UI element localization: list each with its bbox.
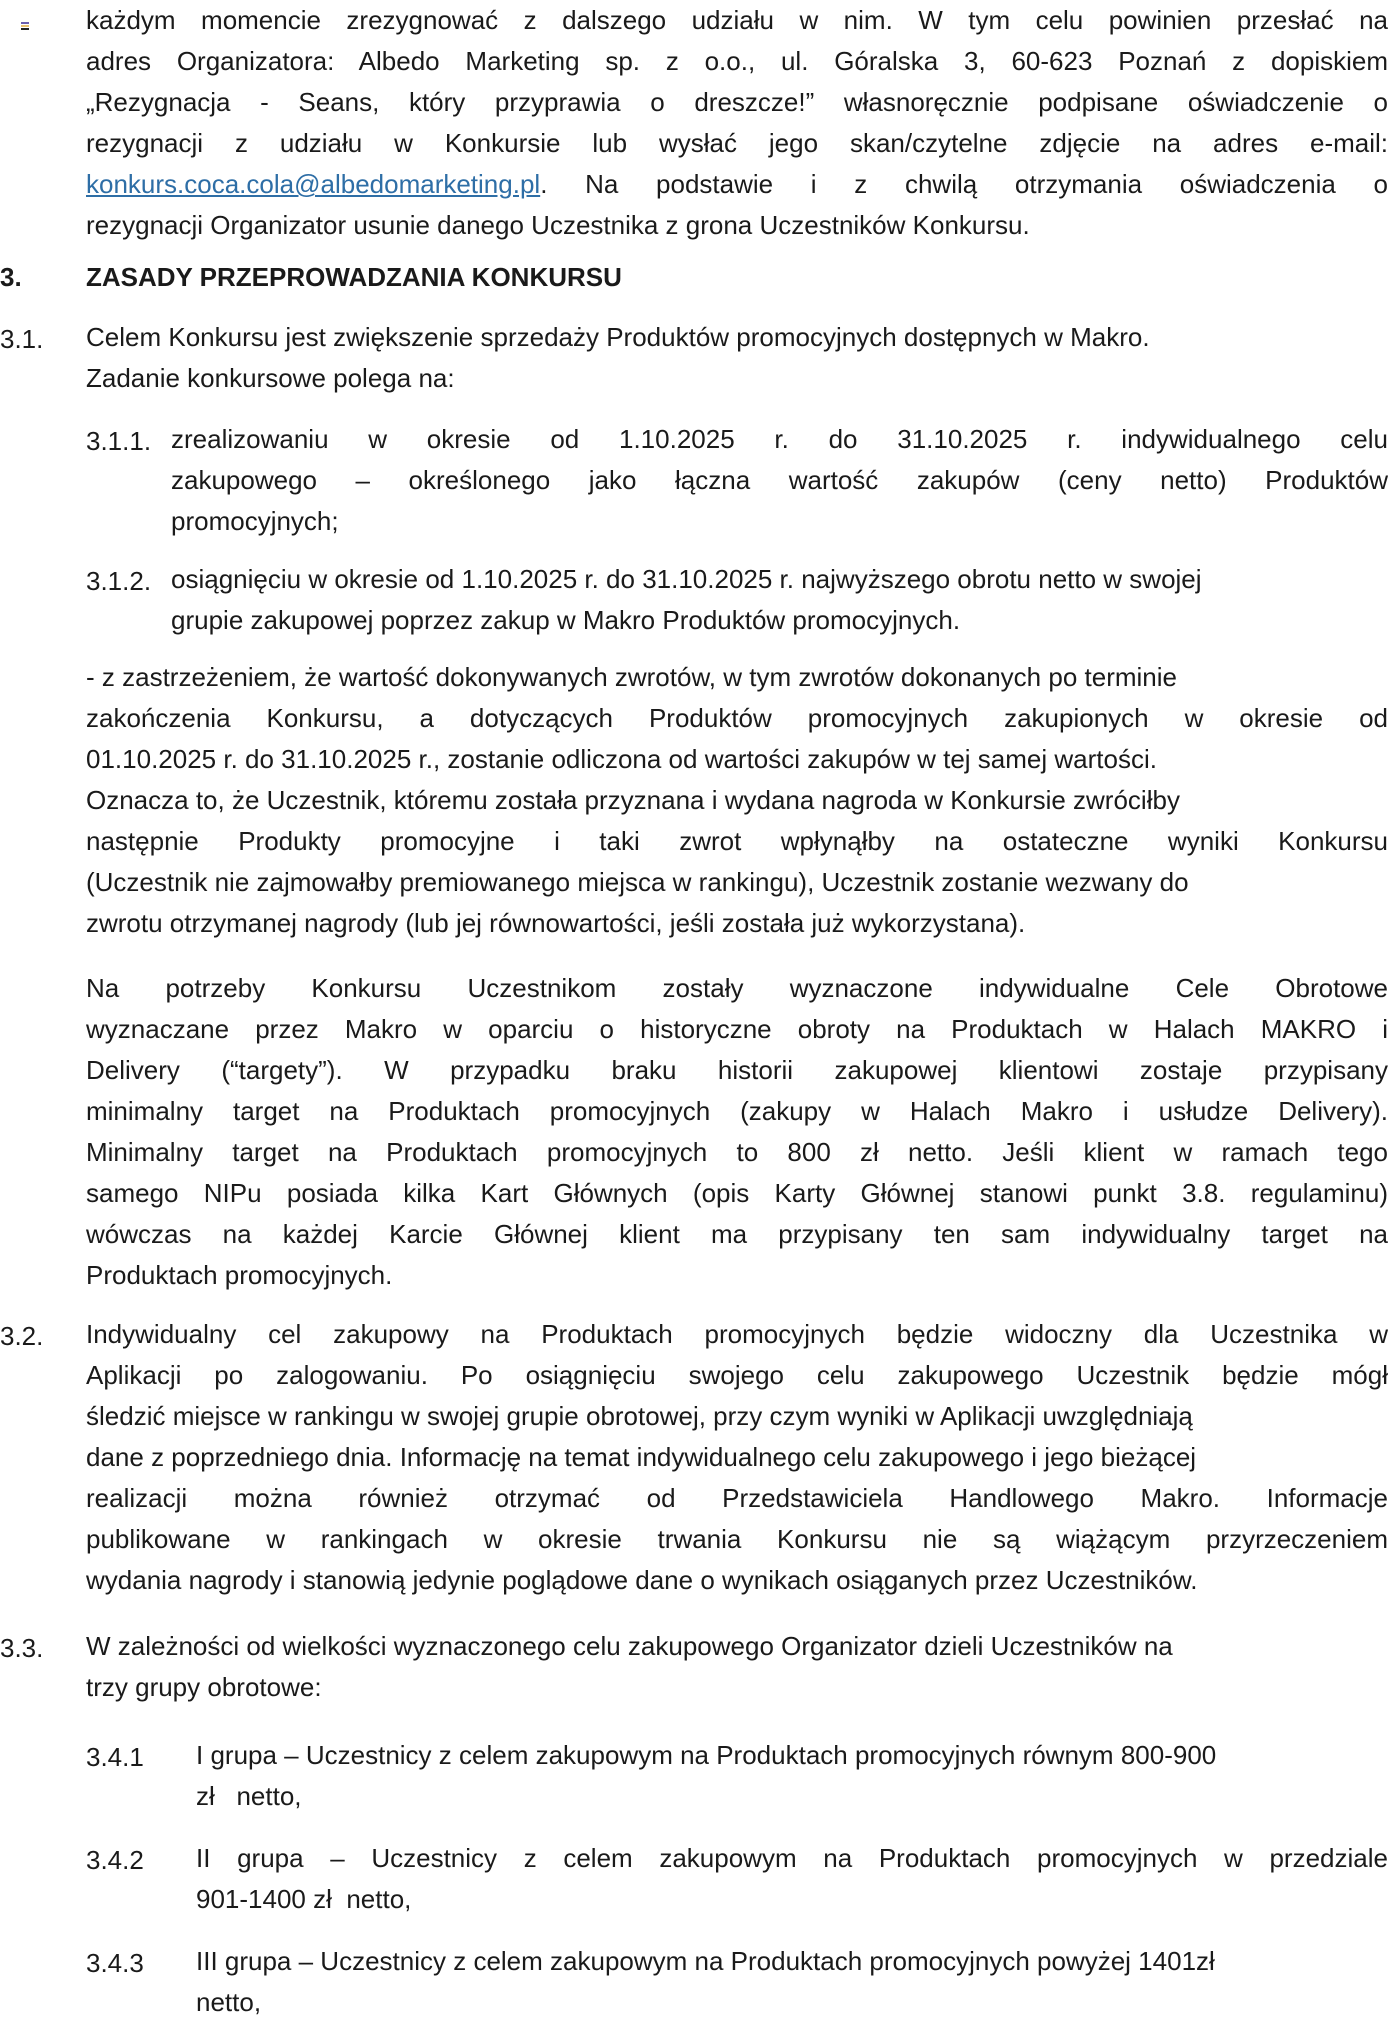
text-line: minimalny target na Produktach promocyjnych (zakupy w Halach Makro i usłudze Delivery). bbox=[86, 1096, 1388, 1126]
group-1 bbox=[196, 1735, 1388, 1817]
text-line: Aplikacji po zalogowaniu. Po osiągnięciu swojego celu zakupowego Uczestnik będzie mógł bbox=[86, 1360, 1388, 1390]
email-after-text: . Na podstawie i z chwilą otrzymania oświadczenia o bbox=[540, 169, 1388, 199]
text-line: śledzić miejsce w rankingu w swojej grupie obrotowej, przy czym wyniki w Aplikacji uwzględniają bbox=[86, 1401, 1193, 1431]
text-line: każdym momencie zrezygnować z dalszego udziału w nim. W tym celu powinien przesłać na bbox=[86, 5, 1388, 35]
text-line: Oznacza to, że Uczestnik, któremu została przyznana i wydana nagroda w Konkursie zwróciłby bbox=[86, 785, 1180, 815]
text-line: 01.10.2025 r. do 31.10.2025 r., zostanie odliczona od wartości zakupów w tej samej wartości. bbox=[86, 744, 1157, 774]
reservation-paragraph bbox=[86, 657, 1388, 944]
text-line: III grupa – Uczestnicy z celem zakupowym na Produktach promocyjnych powyżej 1401zł bbox=[196, 1946, 1215, 1976]
text-line: samego NIPu posiada kilka Kart Głównych (opis Karty Głównej stanowi punkt 3.8. regulaminu) bbox=[86, 1178, 1388, 1208]
text-line: rezygnacji z udziału w Konkursie lub wysłać jego skan/czytelne zdjęcie na adres e-mail: bbox=[86, 128, 1388, 158]
email-link[interactable]: konkurs.coca.cola@albedomarketing.pl bbox=[86, 169, 541, 199]
text-line: promocyjnych; bbox=[171, 506, 339, 536]
text-line: II grupa – Uczestnicy z celem zakupowym na Produktach promocyjnych w przedziale bbox=[196, 1843, 1388, 1873]
text-line: (Uczestnik nie zajmowałby premiowanego miejsca w rankingu), Uczestnik zostanie wezwany do bbox=[86, 867, 1189, 897]
text-line: realizacji można również otrzymać od Przedstawiciela Handlowego Makro. Informacje bbox=[86, 1483, 1388, 1513]
text-line: 901-1400 zł netto, bbox=[196, 1884, 412, 1914]
subclause-number: 3.1.2. bbox=[86, 566, 152, 596]
group-number: 3.4.2 bbox=[86, 1845, 144, 1875]
clause-3-2 bbox=[86, 1314, 1388, 1601]
text-line: osiągnięciu w okresie od 1.10.2025 r. do 31.10.2025 r. najwyższego obrotu netto w swojej bbox=[171, 564, 1202, 594]
text-line: wyznaczane przez Makro w oparciu o historyczne obroty na Produktach w Halach MAKRO i bbox=[86, 1014, 1388, 1044]
subclause-number: 3.1.1. bbox=[86, 426, 152, 456]
text-line: Zadanie konkursowe polega na: bbox=[86, 363, 455, 393]
section-title: ZASADY PRZEPROWADZANIA KONKURSU bbox=[86, 262, 622, 292]
subclause-3-1-2 bbox=[171, 559, 1388, 641]
clause-number: 3.2. bbox=[0, 1321, 44, 1351]
text-line: dane z poprzedniego dnia. Informację na temat indywidualnego celu zakupowego i jego bieżącej bbox=[86, 1442, 1197, 1472]
clause-3-3 bbox=[86, 1626, 1388, 1708]
text-line: zakupowego – określonego jako łączna wartość zakupów (ceny netto) Produktów bbox=[171, 465, 1388, 495]
text-line: netto, bbox=[196, 1987, 262, 2017]
text-line: grupie zakupowej poprzez zakup w Makro Produktów promocyjnych. bbox=[171, 605, 961, 635]
group-number: 3.4.3 bbox=[86, 1948, 144, 1978]
section-number: 3. bbox=[0, 262, 22, 292]
text-line: I grupa – Uczestnicy z celem zakupowym na Produktach promocyjnych równym 800-900 bbox=[196, 1740, 1217, 1770]
text-line: rezygnacji Organizator usunie danego Uczestnika z grona Uczestników Konkursu. bbox=[86, 210, 1030, 240]
text-line: publikowane w rankingach w okresie trwania Konkursu nie są wiążącym przyrzeczeniem bbox=[86, 1524, 1388, 1554]
text-line: adres Organizatora: Albedo Marketing sp. z o.o., ul. Góralska 3, 60-623 Poznań z dopiskiem bbox=[86, 46, 1388, 76]
clause-number: 3.1. bbox=[0, 324, 44, 354]
text-line: następnie Produkty promocyjne i taki zwrot wpłynąłby na ostateczne wyniki Konkursu bbox=[86, 826, 1388, 856]
group-2 bbox=[196, 1838, 1388, 1920]
text-line: Na potrzeby Konkursu Uczestnikom zostały wyznaczone indywidualne Cele Obrotowe bbox=[86, 973, 1388, 1003]
text-line: Minimalny target na Produktach promocyjnych to 800 zł netto. Jeśli klient w ramach tego bbox=[86, 1137, 1388, 1167]
text-line: W zależności od wielkości wyznaczonego celu zakupowego Organizator dzieli Uczestników na bbox=[86, 1631, 1173, 1661]
intro-paragraph bbox=[86, 0, 1388, 246]
group-3 bbox=[196, 1941, 1388, 2023]
text-line: zł netto, bbox=[196, 1781, 302, 1811]
text-line bbox=[86, 164, 1388, 205]
text-line: zwrotu otrzymanej nagrody (lub jej równowartości, jeśli została już wykorzystana). bbox=[86, 908, 1026, 938]
targets-paragraph bbox=[86, 968, 1388, 1296]
text-line: Delivery (“targety”). W przypadku braku historii zakupowej klientowi zostaje przypisany bbox=[86, 1055, 1388, 1085]
text-line: Produktach promocyjnych. bbox=[86, 1260, 393, 1290]
text-line: Indywidualny cel zakupowy na Produktach promocyjnych będzie widoczny dla Uczestnika w bbox=[86, 1319, 1388, 1349]
text-line: wówczas na każdej Karcie Głównej klient ma przypisany ten sam indywidualny target na bbox=[86, 1219, 1388, 1249]
subclause-3-1-1 bbox=[171, 419, 1388, 542]
text-line: zrealizowaniu w okresie od 1.10.2025 r. do 31.10.2025 r. indywidualnego celu bbox=[171, 424, 1388, 454]
text-line: trzy grupy obrotowe: bbox=[86, 1672, 322, 1702]
text-line: „Rezygnacja - Seans, który przyprawia o dreszcze!” własnoręcznie podpisane oświadczenie o bbox=[86, 87, 1388, 117]
text-line: zakończenia Konkursu, a dotyczących Produktów promocyjnych zakupionych w okresie od bbox=[86, 703, 1388, 733]
text-line: Celem Konkursu jest zwiększenie sprzedaży Produktów promocyjnych dostępnych w Makro. bbox=[86, 322, 1150, 352]
text-line: wydania nagrody i stanowią jedynie poglądowe dane o wynikach osiąganych przez Uczestników. bbox=[86, 1565, 1198, 1595]
clause-3-1 bbox=[86, 317, 1388, 399]
group-number: 3.4.1 bbox=[86, 1742, 144, 1772]
clause-number: 3.3. bbox=[0, 1633, 44, 1663]
text-line: - z zastrzeżeniem, że wartość dokonywanych zwrotów, w tym zwrotów dokonanych po terminie bbox=[86, 662, 1177, 692]
revision-marker-icon bbox=[21, 22, 29, 32]
